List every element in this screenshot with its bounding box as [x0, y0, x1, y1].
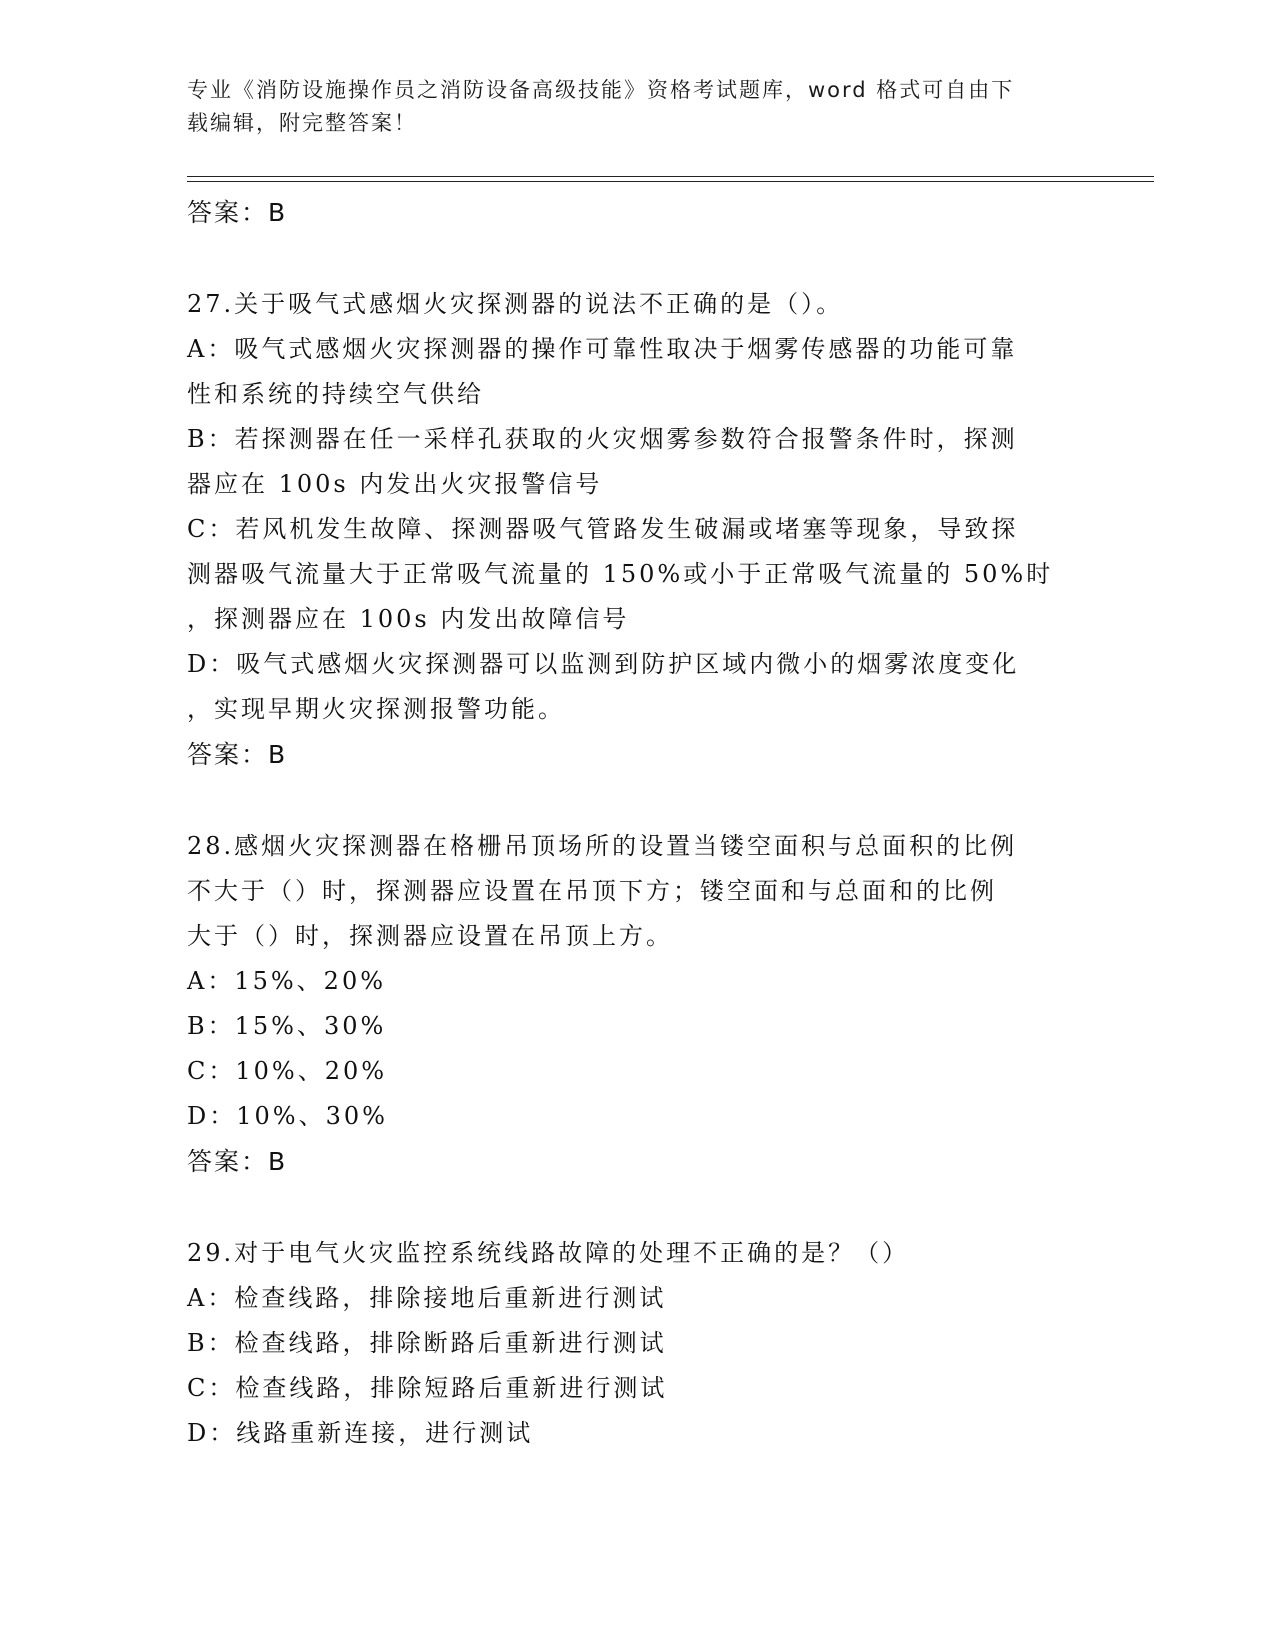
- question-27-option-c-line-2: 测器吸气流量大于正常吸气流量的 150%或小于正常吸气流量的 50%时: [187, 560, 1054, 588]
- question-29-option-b: B：检查线路，排除断路后重新进行测试: [187, 1329, 667, 1357]
- question-29-stem: 29.对于电气火灾监控系统线路故障的处理不正确的是？（）: [187, 1239, 910, 1267]
- question-27-option-b-line-2: 器应在 100s 内发出火灾报警信号: [187, 470, 603, 498]
- question-29-option-d: D：线路重新连接，进行测试: [187, 1419, 534, 1447]
- question-28: [187, 824, 1087, 1184]
- question-27-answer: 答案：B: [187, 740, 288, 769]
- header-line-2: 载编辑，附完整答案！: [187, 111, 417, 135]
- question-27-option-c-line-1: C：若风机发生故障、探测器吸气管路发生破漏或堵塞等现象，导致探: [187, 515, 1019, 543]
- question-28-stem-line-1: 28.感烟火灾探测器在格栅吊顶场所的设置当镂空面积与总面积的比例: [187, 832, 1018, 860]
- question-28-answer: 答案：B: [187, 1147, 288, 1176]
- question-28-option-b: B：15%、30%: [187, 1012, 387, 1040]
- question-28-option-d: D：10%、30%: [187, 1102, 388, 1130]
- question-27-option-d-line-1: D：吸气式感烟火灾探测器可以监测到防护区域内微小的烟雾浓度变化: [187, 650, 1020, 678]
- header-divider-top: [187, 176, 1154, 177]
- answer-26: 答案：B: [187, 198, 288, 227]
- question-27-option-b-line-1: B：若探测器在任一采样孔获取的火灾烟雾参数符合报警条件时，探测: [187, 425, 1018, 453]
- header-divider-bottom: [187, 181, 1154, 182]
- question-28-stem-line-2: 不大于（）时，探测器应设置在吊顶下方；镂空面和与总面和的比例: [187, 877, 997, 905]
- question-29: [187, 1231, 1087, 1456]
- question-27-option-a-line-1: A：吸气式感烟火灾探测器的操作可靠性取决于烟雾传感器的功能可靠: [187, 335, 1018, 363]
- document-header: [187, 74, 1087, 140]
- question-27-stem: 27.关于吸气式感烟火灾探测器的说法不正确的是（）。: [187, 290, 844, 318]
- question-29-option-a: A：检查线路，排除接地后重新进行测试: [187, 1284, 667, 1312]
- question-list: [187, 190, 1087, 1456]
- header-line-1: 专业《消防设施操作员之消防设备高级技能》资格考试题库，word 格式可自由下: [187, 78, 1015, 102]
- question-28-stem-line-3: 大于（）时，探测器应设置在吊顶上方。: [187, 922, 673, 950]
- question-29-option-c: C：检查线路，排除短路后重新进行测试: [187, 1374, 668, 1402]
- question-28-option-c: C：10%、20%: [187, 1057, 388, 1085]
- question-27-option-c-line-3: ，探测器应在 100s 内发出故障信号: [187, 605, 630, 633]
- question-27-option-a-line-2: 性和系统的持续空气供给: [187, 380, 484, 408]
- question-27: [187, 282, 1087, 777]
- question-27-option-d-line-2: ，实现早期火灾探测报警功能。: [187, 695, 565, 723]
- question-28-option-a: A：15%、20%: [187, 967, 387, 995]
